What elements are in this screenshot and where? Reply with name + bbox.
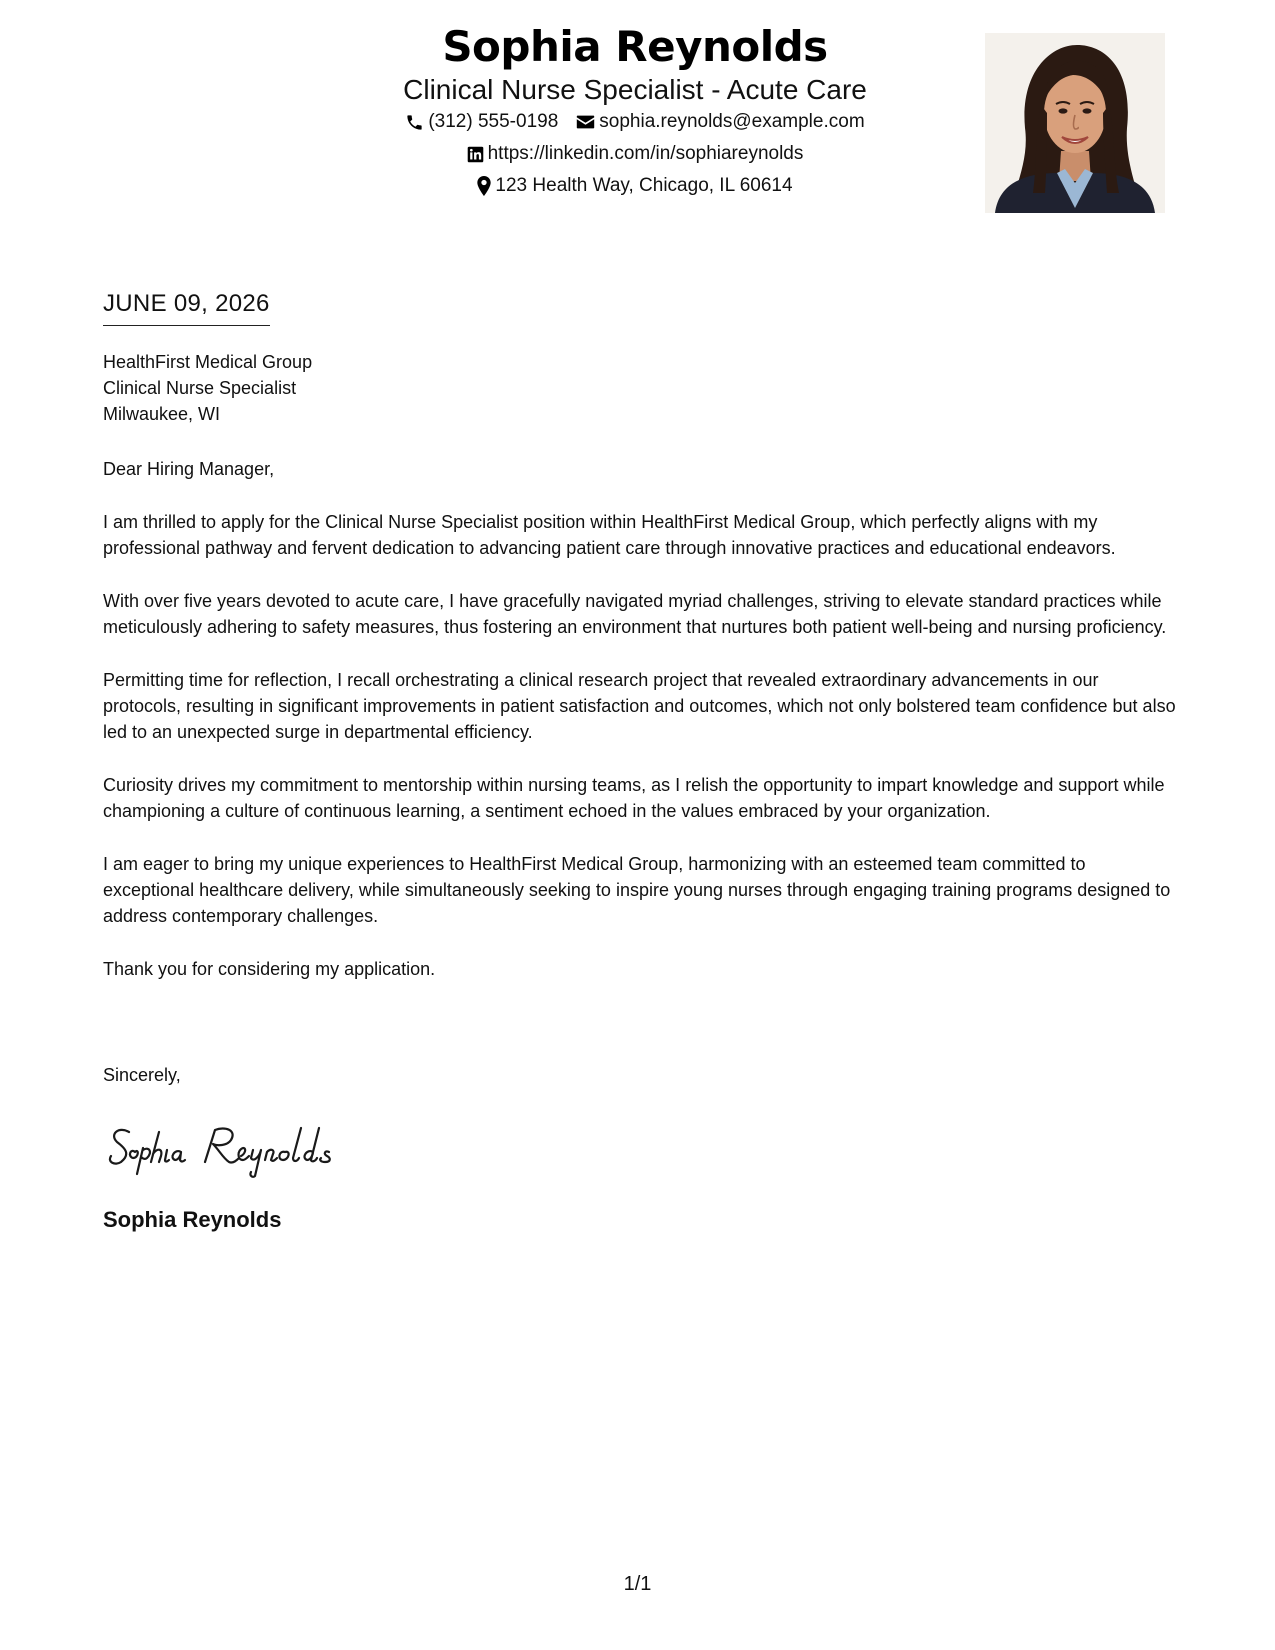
letter-header bbox=[0, 0, 1275, 230]
envelope-icon bbox=[576, 114, 595, 130]
contact-line-3 bbox=[340, 170, 930, 202]
phone-icon bbox=[405, 113, 424, 132]
body-paragraph: I am eager to bring my unique experiences to HealthFirst Medical Group, harmonizing with an esteemed team committed to exceptional healthcare delivery, while simultaneously seeking to inspire young nurses through engaging training programs designed to address contemporary challenges. bbox=[103, 854, 1171, 926]
recipient-position: Clinical Nurse Specialist bbox=[103, 378, 297, 398]
header-text bbox=[340, 20, 930, 202]
page-number: 1/1 bbox=[623, 1573, 652, 1595]
phone-text[interactable]: (312) 555-0198 bbox=[428, 111, 559, 132]
applicant-name: Sophia Reynolds bbox=[442, 22, 828, 71]
body-paragraph: Permitting time for reflection, I recall orchestrating a clinical research project that revealed extraordinary advancements in our protocols, resulting in significant improvements in patient satisfaction and outcomes, which not only bolstered team confidence but also led to an unexpected surge in departmental efficiency. bbox=[103, 670, 1176, 742]
letter-date: JUNE 09, 2026 bbox=[103, 289, 270, 326]
contact-line-2 bbox=[340, 138, 930, 170]
profile-photo bbox=[985, 33, 1165, 213]
contact-phone bbox=[405, 106, 558, 138]
body-paragraph: I am thrilled to apply for the Clinical Nurse Specialist position within HealthFirst Medical Group, which perfectly aligns with my professional pathway and fervent dedication to advancing patient care through innovative practices and educational endeavors. bbox=[103, 512, 1116, 558]
contact-address bbox=[477, 170, 792, 202]
recipient-location: Milwaukee, WI bbox=[103, 404, 221, 424]
contact-line-1 bbox=[340, 106, 930, 138]
signer-name: Sophia Reynolds bbox=[103, 1207, 282, 1232]
recipient-block bbox=[103, 349, 312, 427]
linkedin-icon bbox=[467, 146, 484, 163]
letter-body bbox=[103, 456, 1178, 1009]
recipient-company: HealthFirst Medical Group bbox=[103, 352, 313, 372]
email-text[interactable]: sophia.reynolds@example.com bbox=[599, 111, 865, 132]
applicant-title: Clinical Nurse Specialist - Acute Care bbox=[403, 74, 867, 105]
linkedin-text[interactable]: https://linkedin.com/in/sophiareynolds bbox=[487, 143, 804, 164]
map-pin-icon bbox=[477, 176, 491, 196]
body-paragraph: Curiosity drives my commitment to mentorship within nursing teams, as I relish the opportunity to impart knowledge and support while championing a culture of continuous learning, a sentiment echoed in the values embraced by your organization. bbox=[103, 775, 1165, 821]
closing: Sincerely, bbox=[103, 1065, 181, 1085]
contact-linkedin bbox=[467, 138, 804, 170]
body-paragraph: With over five years devoted to acute care, I have gracefully navigated myriad challenges, striving to elevate standard practices while meticulously adhering to safety measures, thus fostering an environment that nurtures both patient well-being and nursing proficiency. bbox=[103, 591, 1167, 637]
thanks-line: Thank you for considering my application. bbox=[103, 959, 436, 979]
contact-email bbox=[576, 106, 864, 138]
address-text: 123 Health Way, Chicago, IL 60614 bbox=[495, 175, 793, 196]
handwritten-signature bbox=[105, 1118, 365, 1178]
salutation: Dear Hiring Manager, bbox=[103, 459, 275, 479]
date-block bbox=[103, 289, 270, 326]
